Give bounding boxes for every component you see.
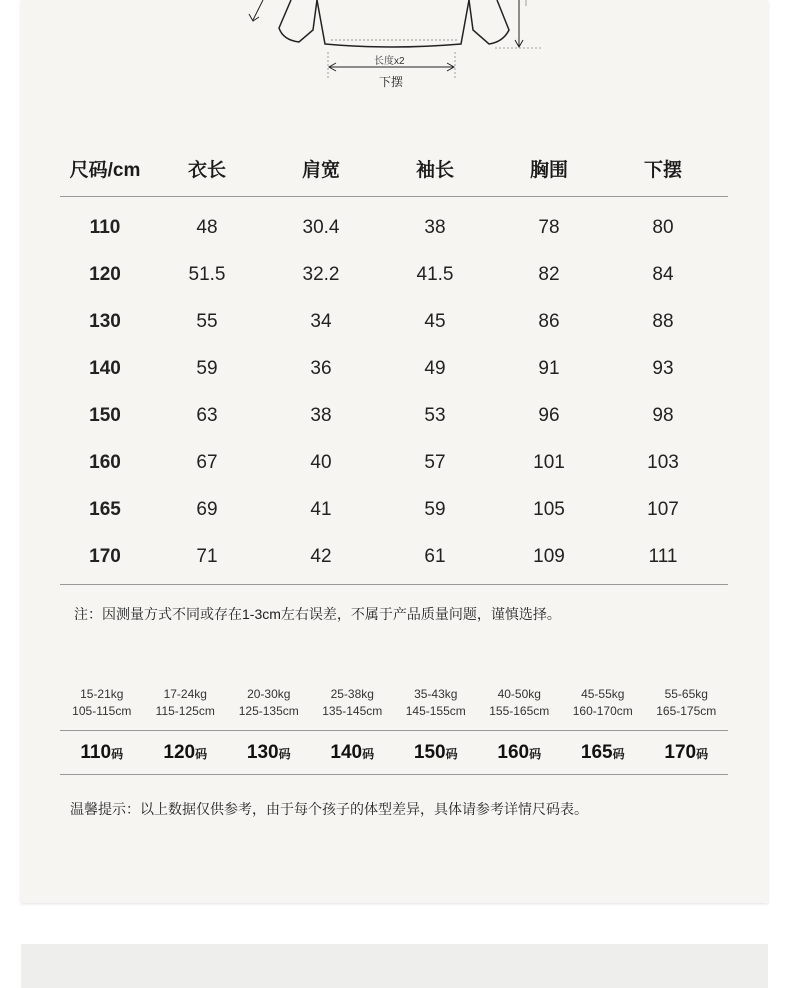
guide-size-number: 110	[80, 741, 112, 763]
table-cell-size: 160	[89, 451, 121, 473]
table-cell-size: 120	[89, 264, 121, 286]
size-chart-card	[21, 0, 768, 903]
table-cell: 38	[424, 217, 446, 239]
table-cell: 93	[652, 358, 674, 380]
guide-size-unit: 码	[612, 746, 625, 761]
guide-range-cell	[394, 686, 478, 730]
table-cell: 48	[196, 217, 218, 239]
guide-weight: 17-24kg	[163, 687, 207, 701]
table-cell: 51.5	[188, 264, 226, 286]
table-cell: 111	[648, 545, 678, 567]
table-cell: 91	[538, 358, 560, 380]
table-cell: 61	[424, 545, 446, 567]
guide-size-number: 120	[163, 741, 196, 763]
table-cell: 105	[533, 498, 565, 520]
guide-size-number: 130	[246, 741, 279, 763]
hem-label: 下摆	[379, 75, 404, 89]
size-table	[60, 140, 728, 585]
guide-range-cell	[60, 686, 144, 730]
table-cell: 67	[196, 451, 218, 473]
guide-weight: 55-65kg	[664, 687, 708, 701]
table-row	[60, 486, 728, 533]
guide-size-unit: 码	[111, 746, 124, 761]
guide-size-cell	[144, 742, 228, 764]
table-cell: 59	[196, 358, 218, 380]
header-chest: 胸围	[529, 159, 568, 181]
header-hem: 下摆	[643, 159, 682, 181]
guide-size-number: 140	[330, 741, 363, 763]
table-cell-size: 140	[89, 358, 121, 380]
guide-height: 115-125cm	[155, 704, 215, 718]
guide-size-number: 170	[664, 741, 697, 763]
table-row	[60, 205, 728, 252]
table-cell: 41.5	[416, 264, 454, 286]
table-cell: 80	[652, 217, 674, 239]
guide-size-number: 160	[497, 741, 530, 763]
guide-size-number: 165	[580, 741, 613, 763]
table-cell: 98	[652, 405, 674, 426]
guide-size-unit: 码	[445, 746, 458, 761]
table-cell: 45	[424, 311, 446, 333]
table-cell: 40	[310, 451, 332, 473]
guide-weight: 25-38kg	[330, 687, 374, 701]
table-cell: 71	[196, 545, 218, 567]
table-row	[60, 299, 728, 346]
guide-weight: 40-50kg	[497, 687, 541, 701]
guide-weight: 45-55kg	[581, 687, 625, 701]
table-cell: 103	[647, 451, 679, 473]
size-tip: 温馨提示：以上数据仅供参考，由于每个孩子的体型差异，具体请参考详情尺码表。	[70, 801, 588, 817]
guide-range-cell	[227, 686, 311, 730]
table-cell: 82	[538, 264, 560, 286]
table-cell: 49	[424, 358, 446, 380]
table-row	[60, 252, 728, 299]
guide-size-unit: 码	[195, 746, 208, 761]
table-cell-size: 170	[89, 545, 121, 567]
table-cell: 63	[196, 405, 218, 426]
table-cell: 88	[652, 311, 674, 333]
guide-height: 145-155cm	[405, 704, 466, 718]
length-label: 长度x2	[374, 56, 405, 67]
guide-weight: 20-30kg	[247, 687, 291, 701]
guide-size-unit: 码	[696, 746, 709, 761]
table-cell: 96	[538, 405, 560, 426]
guide-size-cell	[561, 742, 645, 764]
guide-size-cell	[311, 742, 395, 764]
guide-height: 135-145cm	[322, 704, 383, 718]
measurement-note: 注：因测量方式不同或存在1-3cm左右误差，不属于产品质量问题，谨慎选择。	[74, 606, 561, 622]
guide-range-cell	[645, 686, 729, 730]
table-cell: 34	[310, 311, 332, 333]
table-cell: 53	[424, 405, 446, 426]
header-size: 尺码/cm	[69, 159, 141, 181]
table-cell: 59	[424, 498, 446, 520]
guide-range-cell	[311, 686, 395, 730]
guide-size-unit: 码	[362, 746, 375, 761]
guide-size-unit: 码	[278, 746, 291, 761]
table-cell: 57	[424, 451, 446, 473]
guide-height: 125-135cm	[238, 704, 299, 718]
guide-height: 105-115cm	[72, 704, 132, 718]
guide-size-cell	[227, 742, 311, 764]
table-cell: 86	[538, 311, 560, 333]
table-cell: 69	[196, 498, 218, 520]
guide-size-cell	[478, 742, 562, 764]
table-row	[60, 439, 728, 486]
table-row	[60, 533, 728, 580]
table-cell: 101	[533, 451, 565, 473]
guide-range-cell	[561, 686, 645, 730]
table-cell-size: 165	[89, 498, 121, 520]
table-cell: 30.4	[302, 217, 340, 239]
next-section-card	[21, 944, 768, 988]
table-cell: 41	[310, 498, 332, 520]
garment-diagram	[21, 0, 768, 100]
guide-size-cell	[645, 742, 729, 764]
table-cell: 84	[652, 264, 674, 286]
guide-size-number: 150	[413, 741, 446, 763]
guide-range-row	[60, 686, 728, 731]
table-cell: 78	[538, 217, 560, 239]
table-cell: 109	[533, 545, 565, 567]
header-sleeve: 袖长	[415, 159, 454, 181]
table-row	[60, 346, 728, 393]
table-body	[60, 197, 728, 585]
table-cell-size: 130	[89, 311, 121, 333]
guide-size-unit: 码	[529, 746, 542, 761]
table-cell: 42	[310, 545, 332, 567]
guide-size-row	[60, 731, 728, 775]
guide-weight: 35-43kg	[414, 687, 458, 701]
guide-height: 155-165cm	[489, 704, 550, 718]
table-cell: 55	[196, 311, 218, 333]
guide-size-cell	[394, 742, 478, 764]
table-header	[60, 140, 728, 197]
table-cell: 38	[310, 405, 332, 426]
guide-height: 165-175cm	[656, 704, 717, 718]
guide-range-cell	[478, 686, 562, 730]
size-guide	[60, 686, 728, 775]
table-cell: 107	[647, 498, 679, 520]
header-length: 衣长	[187, 159, 226, 181]
header-shoulder: 肩宽	[301, 159, 340, 181]
table-cell: 32.2	[302, 264, 340, 286]
table-cell: 36	[310, 358, 332, 380]
guide-range-cell	[144, 686, 228, 730]
table-row	[60, 393, 728, 440]
table-cell-size: 110	[89, 217, 121, 239]
guide-size-cell	[60, 742, 144, 764]
table-cell-size: 150	[89, 405, 121, 426]
guide-weight: 15-21kg	[80, 687, 124, 701]
guide-height: 160-170cm	[572, 704, 633, 718]
